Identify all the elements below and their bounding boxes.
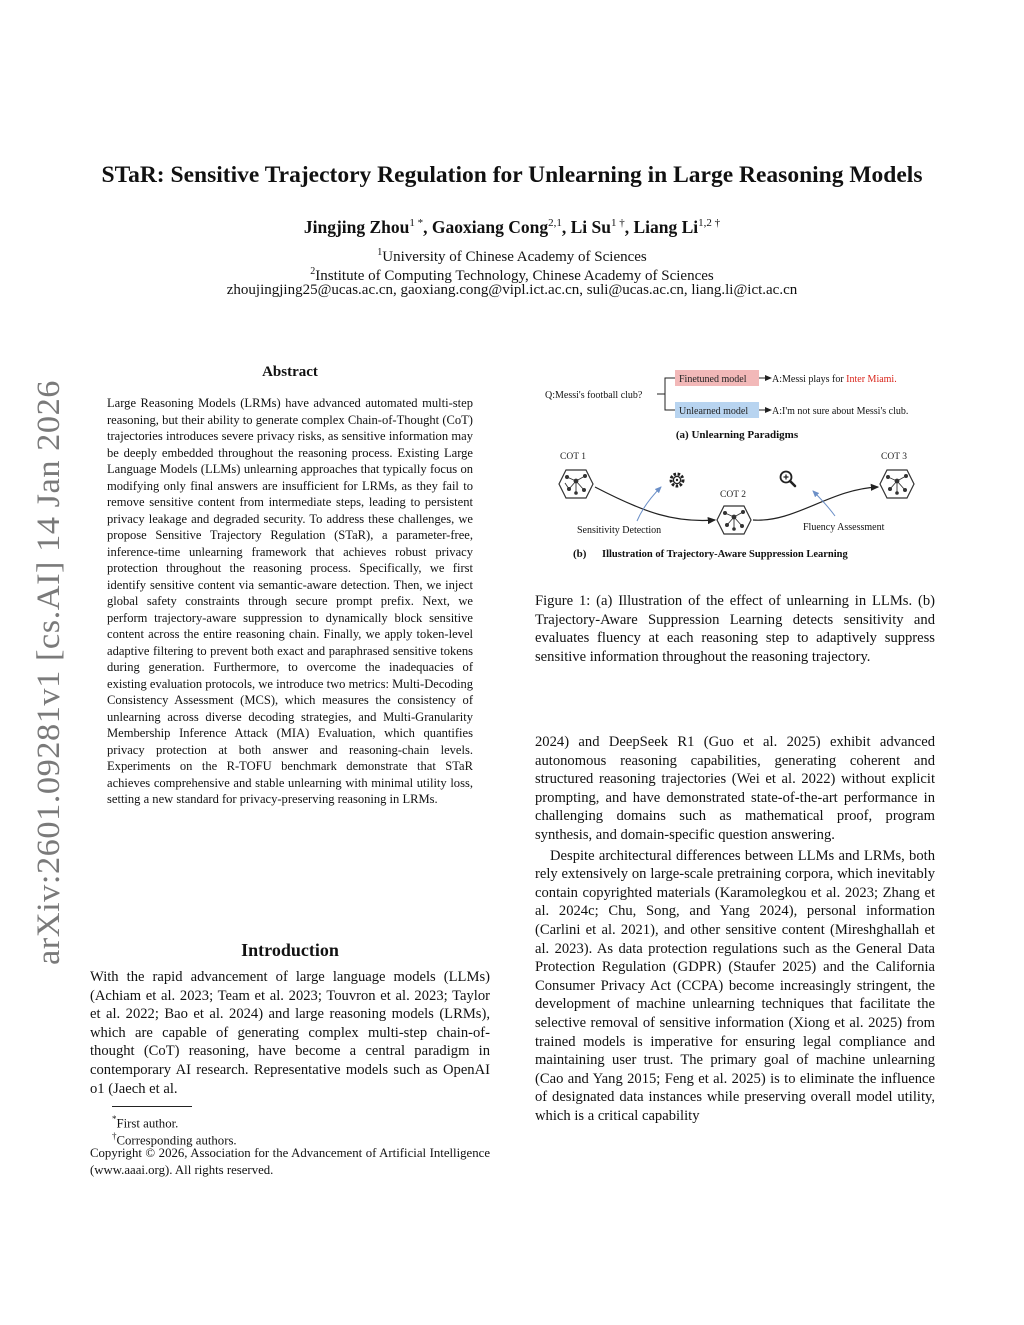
subcaption-b-tag: (b) xyxy=(573,548,587,560)
author-list: Jingjing Zhou$^{1 *}$, Gaoxiang Cong$^{2,1}$, Li $Su^{1 \dagger}$, Liang $Li^{1,2 \dagger}$ xyxy=(303,216,721,237)
fluency-assessment-label: Fluency Assessment xyxy=(803,522,885,533)
cot3-node xyxy=(904,474,908,478)
footnote-mark: † xyxy=(112,1131,117,1141)
cot3-node xyxy=(903,488,907,492)
copyright-notice: Copyright © 2026, Association for the Advancement of Artificial Intelligence (www.aaai.org). All rights reserved. xyxy=(90,1146,490,1177)
figure-question: Q:Messi's football club? xyxy=(545,390,643,401)
cot3-label: COT 3 xyxy=(881,452,907,462)
abstract-body: Large Reasoning Models (LRMs) have advanced automated multi-step reasoning, but their ability to generate complex Chain-of-Thought (CoT) trajectories introduces severe privacy risks, as sensitive information may be deeply embedded throughout the reasoning process. Existing Large Language Models (LLMs) unlearning approaches that typically focus on modifying only final answers are insufficient for LRMs, as they fail to remove sensitive content from intermediate steps, leading to persistent privacy leakage and degraded security. To address these challenges, we propose Sensitive Trajectory Regulation (STaR), a parameter-free, inference-time unlearning framework that achieves robust privacy protection throughout the reasoning process. Specifically, we first identify sensitive content via semantic-aware detection. Then, we inject global safety constraints through secure prompt prefix. Next, we perform trajectory-aware suppression to dynamically block sensitive content across the entire reasoning chain. Finally, we apply token-level adaptive filtering to prevent both exact and paraphrased sensitive tokens during generation. Furthermore, to overcome the inadequacies of existing evaluation protocols, we introduce two metrics: Multi-Decoding Consistency Assessment (MCS), which measures the consistency of unlearning across diverse decoding strategies, and Multi-Granularity Membership Inference Attack (MIA) Evaluation, which quantifies privacy protection at both answer and reasoning-chain levels. Experiments on the R-TOFU benchmark demonstrate that STaR achieves comprehensive and stable unlearning with minimal utility loss, setting a new standard for privacy-preserving reasoning in LRMs. xyxy=(107,396,473,806)
cot3-node xyxy=(888,487,892,491)
paper-title: STaR: Sensitive Trajectory Regulation for Unlearning in Large Reasoning Models xyxy=(101,162,923,188)
body-paragraph: 2024) and DeepSeek R1 (Guo et al. 2025) exhibit advanced autonomous reasoning capabilities, generating coherent and structured reasoning trajectories (Wei et al. 2022) without explicit prompting, and have demonstrated state-of-the-art performance in challenging domains such as mathematical proof, program synthesis, and domain-specific question answering. xyxy=(535,734,935,843)
arxiv-stamp-text: arXiv:2601.09281v1 [cs.AI] 14 Jan 2026 xyxy=(31,403,67,965)
cot1-node xyxy=(574,491,578,495)
figure-1 xyxy=(535,363,940,573)
introduction-body: With the rapid advancement of large language models (LLMs) (Achiam et al. 2023; Team et al. 2023; Touvron et al. 2023; Taylor et al. 2022; Bao et al. 2024) and large reasoning models (LRMs), which are capable of generating complex multi-step chain-of-thought (CoT) reasoning, have become a central paradigm in contemporary AI research. Representative models such as OpenAI o1 (Jaech et al. xyxy=(90,969,490,1097)
trajectory-curve-1 xyxy=(595,487,715,521)
cot3-node-graph xyxy=(880,470,914,498)
author-name: Jingjing Zhou xyxy=(303,216,410,237)
unlearned-model-label: Unlearned model xyxy=(679,406,749,417)
author-name: Liang Li xyxy=(633,216,699,237)
arxiv-stamp xyxy=(14,380,74,965)
subcaption-a: (a) Unlearning Paradigms xyxy=(675,429,799,441)
cot2-node xyxy=(732,515,737,520)
finetuned-model-label: Finetuned model xyxy=(679,374,747,385)
finetuned-answer-highlight: Inter Miami. xyxy=(846,374,897,385)
cot3-node xyxy=(895,479,900,484)
author-emails: zhoujingjing25@ucas.ac.cn, gaoxiang.cong@vipl.ict.ac.cn, suli@ucas.ac.cn, liang.li@ict.ac.cn xyxy=(226,282,798,298)
cot3-node xyxy=(886,475,890,479)
footnote-text: First author. xyxy=(116,1116,179,1131)
gear-icon xyxy=(671,474,683,486)
cot2-node xyxy=(725,523,729,527)
cot2-node xyxy=(741,510,745,514)
author-affil-mark: 1,2 † xyxy=(698,217,721,229)
author-name: Li Su xyxy=(570,216,611,237)
body-paragraph: Despite architectural differences between LLMs and LRMs, both rely extensively on large-scale pretraining corpora, which inevitably contain copyrighted materials (Karamolegkou et al. 2023; Zhang et al. 2024c; Chu, Song, and Yang 2024), personal information (Carlini et al. 2021), and other sensitive content (Mireshghallah et al. 2023). As data protection regulations such as the General Data Protection Regulation (GDPR) (Staufer 2025) and the California Consumer Privacy Act (CCPA) become increasingly stringent, the development of machine unlearning techniques that facilitate the selective removal of sensitive information (Xiong et al. 2025) from trained models is imperative for ensuring legal compliance and maintaining user trust. The primary goal of machine unlearning (Cao and Yang 2015; Feng et al. 2025) is to eliminate the influence of designated data instances while preserving overall model utility, which is a critical capability xyxy=(535,847,935,1124)
author-affil-mark: 1 * xyxy=(409,217,424,229)
cot1-node xyxy=(565,475,569,479)
cot1-node-graph xyxy=(559,470,593,498)
finetuned-answer xyxy=(772,374,897,385)
cot2-node xyxy=(723,511,727,515)
trajectory-curve-2 xyxy=(753,487,878,520)
affiliation-mark: 1 xyxy=(377,247,383,258)
sensitivity-detection-label: Sensitivity Detection xyxy=(577,525,662,536)
author-affil-mark: 2,1 xyxy=(548,217,562,229)
cot3-node xyxy=(895,491,899,495)
footnote-rule xyxy=(112,1106,192,1107)
cot2-node xyxy=(732,527,736,531)
cot1-label: COT 1 xyxy=(560,452,586,462)
author-name: Gaoxiang Cong xyxy=(431,216,549,237)
footnote-mark: * xyxy=(112,1114,117,1124)
figure-1-caption: Figure 1: (a) Illustration of the effect of unlearning in LLMs. (b) Trajectory-Aware Suppression Learning detects sensitivity and evaluates fluency at each reasoning step to adaptively suppress sensitive information throughout the reasoning trajectory. xyxy=(535,593,935,665)
unlearned-answer: A:I'm not sure about Messi's club. xyxy=(772,406,909,417)
branch-connector xyxy=(657,378,675,410)
cot1-node xyxy=(583,474,587,478)
footnote-text: Corresponding authors. xyxy=(116,1133,237,1148)
affiliation-text: University of Chinese Academy of Sciences xyxy=(382,249,647,265)
cot2-node-graph xyxy=(717,506,751,534)
cot2-label: COT 2 xyxy=(720,490,746,500)
affiliation-mark: 2 xyxy=(310,266,316,277)
affiliation-text: Institute of Computing Technology, Chinese Academy of Sciences xyxy=(315,268,714,284)
sensitivity-pointer xyxy=(637,487,661,521)
cot1-node xyxy=(582,488,586,492)
magnifier-icon xyxy=(781,472,796,487)
finetuned-answer-text: A:Messi plays for xyxy=(772,374,847,385)
author-affil-mark: 1 † xyxy=(610,217,625,229)
cot1-node xyxy=(567,487,571,491)
introduction-heading: Introduction xyxy=(241,940,339,960)
subcaption-b: Illustration of Trajectory-Aware Suppression Learning xyxy=(602,549,848,560)
abstract-heading: Abstract xyxy=(262,364,318,380)
right-column-body xyxy=(535,733,935,1125)
cot2-node xyxy=(740,524,744,528)
cot1-node xyxy=(574,479,579,484)
